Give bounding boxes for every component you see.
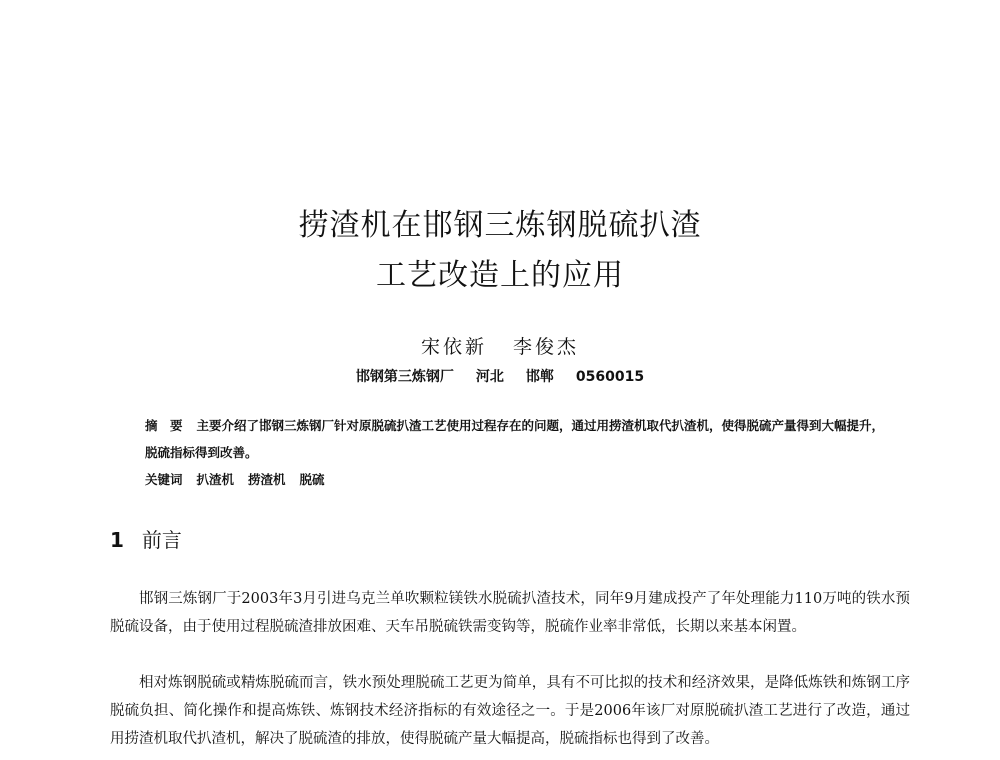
body-paragraph: 邯钢三炼钢厂于2003年3月引进乌克兰单吹颗粒镁铁水脱硫扒渣技术，同年9月建成投产了年处理能力110万吨的铁水预脱硫设备，由于使用过程脱硫渣排放困难、天车吊脱硫铁需变钩等，脱硫作业率非常低，长期以来基本闲置。: [110, 590, 910, 635]
keyword-item: 捞渣机: [248, 472, 286, 487]
affiliation-postcode: 0560015: [575, 369, 645, 385]
author-name: 李俊杰: [513, 336, 580, 358]
keywords: [145, 466, 885, 493]
affiliation: [0, 366, 1000, 386]
keywords-label: 关键词: [145, 472, 183, 487]
body-paragraph: 相对炼钢脱硫或精炼脱硫而言，铁水预处理脱硫工艺更为简单，具有不可比拟的技术和经济效果，是降低炼铁和炼钢工序脱硫负担、简化操作和提高炼铁、炼钢技术经济指标的有效途径之一。于是2006年该厂对原脱硫扒渣工艺进行了改造，通过用捞渣机取代扒渣机，解决了脱硫渣的排放，使得脱硫产量大幅提高，脱硫指标也得到了改善。: [110, 674, 910, 747]
abstract-label: 摘 要: [145, 418, 183, 433]
author-list: [0, 332, 1000, 359]
section-heading: [110, 524, 182, 553]
author-name: 宋依新: [420, 336, 487, 358]
keyword-item: 脱硫: [299, 472, 325, 487]
section-number: 1: [110, 528, 124, 552]
paper-title-line-1: 捞渣机在邯钢三炼钢脱硫扒渣: [298, 208, 702, 243]
abstract: [145, 412, 885, 466]
affiliation-province: 河北: [475, 369, 504, 385]
affiliation-city: 邯郸: [525, 369, 554, 385]
section-title: 前言: [141, 528, 182, 552]
keyword-item: 扒渣机: [196, 472, 235, 487]
abstract-text: 主要介绍了邯钢三炼钢厂针对原脱硫扒渣工艺使用过程存在的问题，通过用捞渣机取代扒渣机，使得脱硫产量得到大幅提升，脱硫指标得到改善。: [145, 418, 885, 460]
affiliation-org: 邯钢第三炼钢厂: [355, 369, 454, 385]
paper-title-line-2: 工艺改造上的应用: [376, 258, 624, 293]
